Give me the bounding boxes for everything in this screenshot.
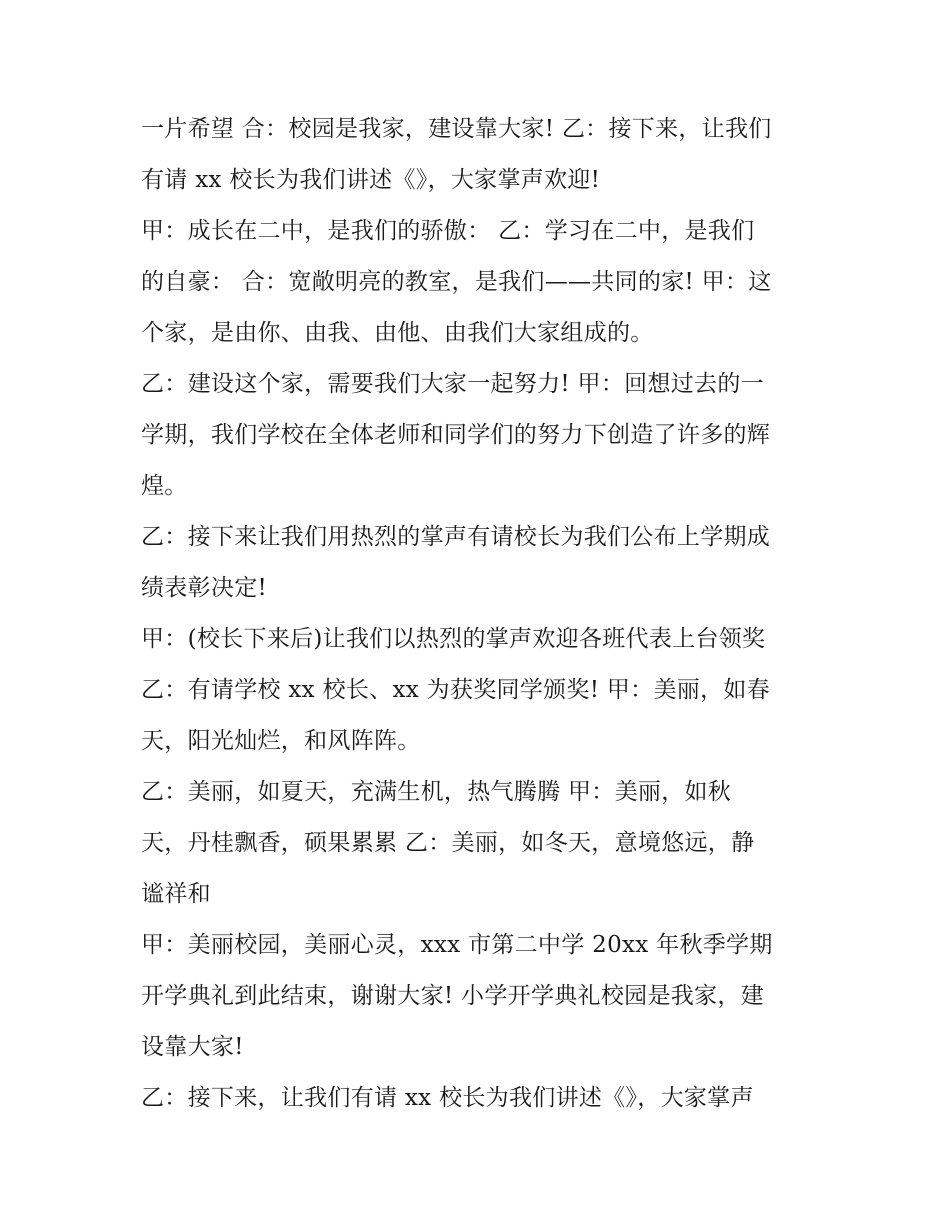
text-line: 谧祥和	[141, 881, 211, 907]
document-body	[141, 104, 831, 1124]
text-line: 天，阳光灿烂，和风阵阵。	[141, 728, 421, 754]
text-line: 煌。	[141, 473, 188, 499]
text-line: 乙：有请学校 xx 校长、xx 为获奖同学颁奖! 甲：美丽，如春	[141, 677, 770, 703]
text-line: 个家，是由你、由我、由他、由我们大家组成的。	[141, 320, 654, 346]
text-line: 乙：建设这个家，需要我们大家一起努力! 甲：回想过去的一	[141, 371, 764, 397]
text-line: 甲：(校长下来后)让我们以热烈的掌声欢迎各班代表上台领奖	[141, 626, 766, 652]
text-line: 天，丹桂飘香，硕果累累 乙：美丽，如冬天，意境悠远，静	[141, 830, 755, 856]
text-line: 的自豪： 合：宽敞明亮的教室，是我们——共同的家! 甲：这	[141, 269, 772, 295]
text-line: 有请 xx 校长为我们讲述《》，大家掌声欢迎!	[141, 167, 601, 193]
text-line: 甲：成长在二中，是我们的骄傲： 乙：学习在二中，是我们	[141, 218, 755, 244]
text-line: 开学典礼到此结束，谢谢大家! 小学开学典礼校园是我家，建	[141, 983, 764, 1009]
text-line: 绩表彰决定!	[141, 575, 268, 601]
text-line: 学期，我们学校在全体老师和同学们的努力下创造了许多的辉	[141, 422, 771, 448]
text-line: 一片希望 合：校园是我家，建设靠大家! 乙：接下来，让我们	[141, 116, 772, 142]
text-line: 设靠大家!	[141, 1034, 244, 1060]
text-line: 乙：接下来，让我们有请 xx 校长为我们讲述《》，大家掌声	[141, 1085, 754, 1111]
text-line: 甲：美丽校园，美丽心灵，xxx 市第二中学 20xx 年秋季学期	[141, 932, 773, 958]
text-line: 乙：接下来让我们用热烈的掌声有请校长为我们公布上学期成	[141, 524, 771, 550]
text-line: 乙：美丽，如夏天，充满生机，热气腾腾 甲：美丽，如秋	[141, 779, 732, 805]
